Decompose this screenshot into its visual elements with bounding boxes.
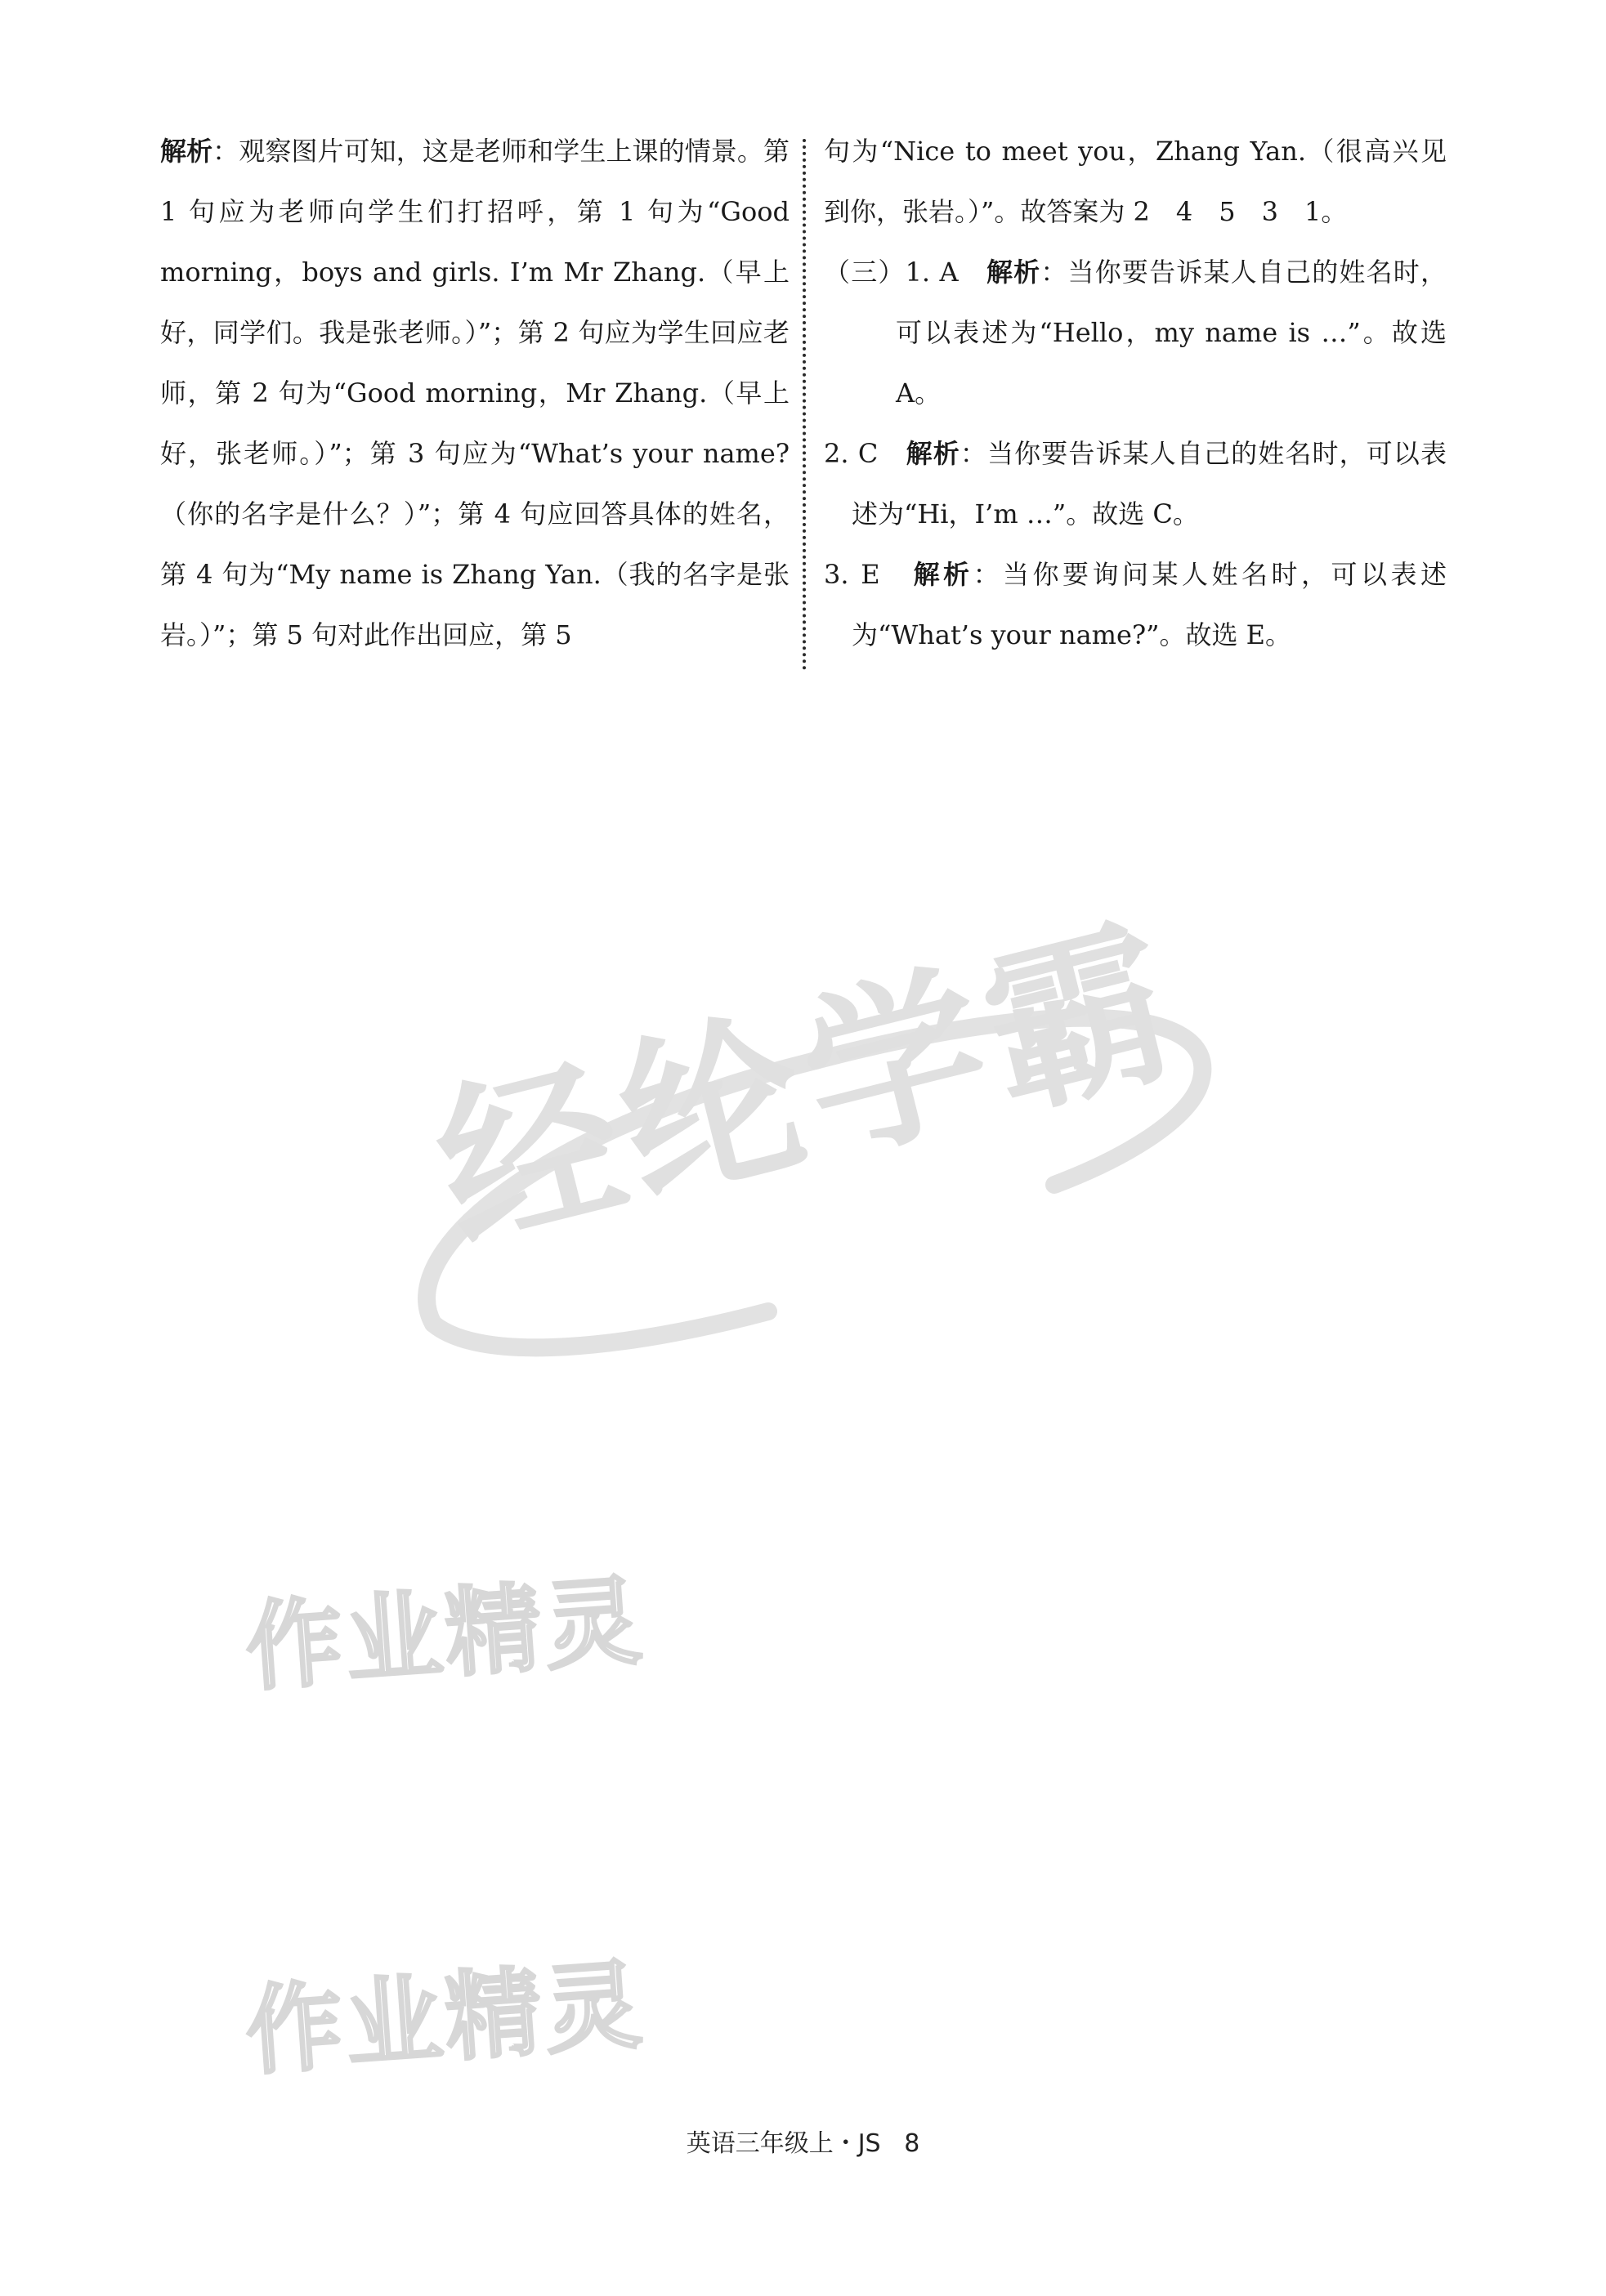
watermark-zuoye-jingling: 作业精灵: [242, 1948, 648, 2088]
analysis-label: 解析: [986, 257, 1041, 288]
analysis-text: ：当你要告诉某人自己的姓名时，可以表述为“Hello，my name is …”。故选 A。: [896, 257, 1447, 409]
left-column: [160, 121, 790, 665]
right-column: [824, 121, 1447, 665]
watermark-big-text: 经纶学霸: [418, 894, 1199, 1280]
left-paragraph: [160, 121, 790, 665]
page-footer: [0, 2123, 1606, 2159]
page-number: 8: [904, 2129, 920, 2158]
analysis-text: ：观察图片可知，这是老师和学生上课的情景。第 1 句应为老师向学生们打招呼，第 1 句为“Good morning，boys and girls. I’m Mr Zhang.（早上好，同学们。我是张老师。）”；第 2 句应为学生回应老师，第 2 句为“Good morning，Mr Zhang.（早上好，张老师。）”；第 3 句应为“What’s your name?（你的名字是什么？）”；第 4 句应回答具体的姓名，第 4 句为“My name is Zhang Yan.（我的名字是张岩。）”；第 5 句对此作出回应，第 5: [160, 136, 790, 650]
answer-number: 2. C: [824, 438, 879, 469]
answer-item-3: [824, 544, 1447, 665]
column-divider: [803, 139, 806, 670]
watermark-jinglun-xueba: [384, 894, 1242, 1397]
analysis-text: ：当你要询问某人姓名时，可以表述为“What’s your name?”。故选 E。: [852, 559, 1447, 650]
analysis-text: ：当你要告诉某人自己的姓名时，可以表述为“Hi，I’m …”。故选 C。: [852, 438, 1447, 529]
answer-number: （三）1. A: [824, 257, 959, 288]
answer-item-1: [824, 242, 1447, 423]
analysis-label: 解析: [913, 559, 973, 590]
analysis-label: 解析: [906, 438, 960, 469]
footer-subject: 英语三年级上・JS: [686, 2129, 881, 2158]
answer-item-2: [824, 423, 1447, 544]
watermark-zuoye-jingling: 作业精灵: [242, 1564, 648, 1704]
analysis-label: 解析: [160, 136, 213, 167]
continuation-text: 句为“Nice to meet you，Zhang Yan.（很高兴见到你，张岩。）”。故答案为 2 4 5 3 1。: [824, 136, 1447, 227]
answer-number: 3. E: [824, 559, 880, 590]
